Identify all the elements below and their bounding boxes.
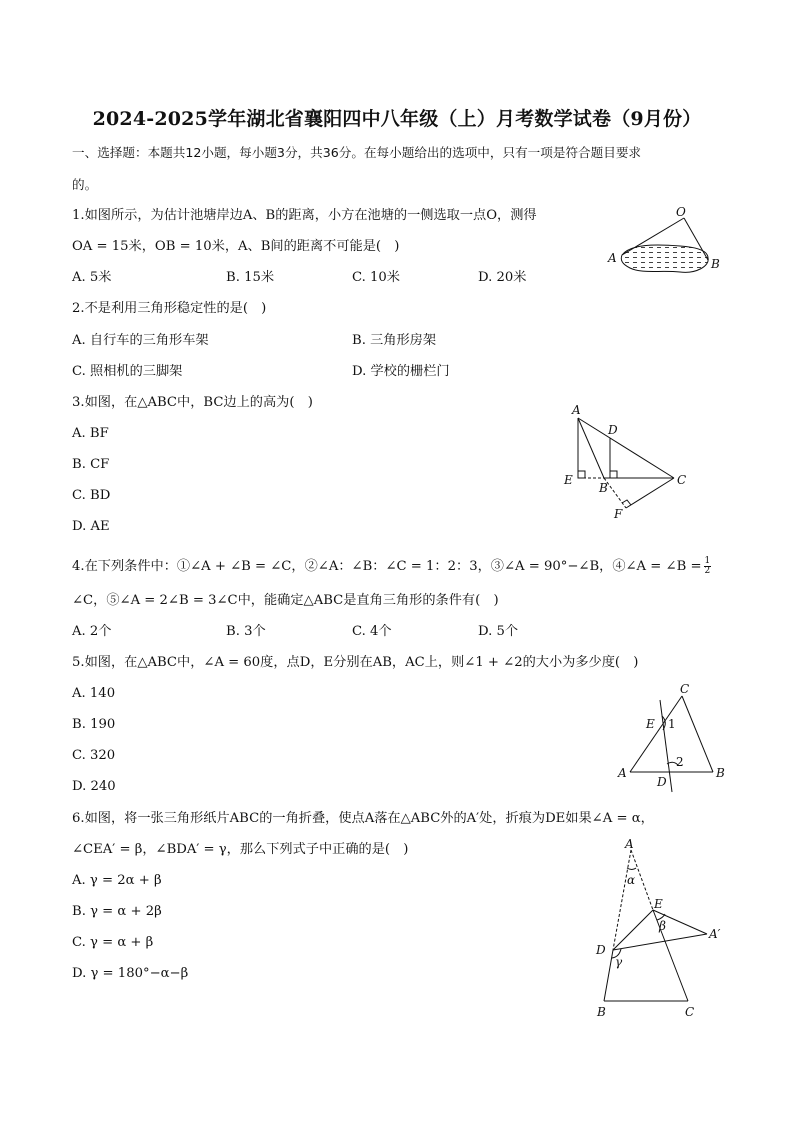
label-f: F [614,507,623,521]
label-a: A [572,403,581,417]
label-alpha: α [627,873,636,887]
label-a: A [608,251,617,265]
q4-stem-line2: ∠C，⑤∠A = 2∠B = 3∠C中，能确定△ABC是直角三角形的条件有( ) [72,593,499,608]
section-heading-line2: 的。 [72,177,98,192]
q4-stem-line1 [72,557,713,576]
q4-fraction-num: 1 [704,556,711,566]
q5-option-a[interactable]: A. 140 [72,686,116,701]
label-o: O [676,205,686,219]
q1-option-d[interactable]: D. 20米 [478,270,527,285]
q5-option-d[interactable]: D. 240 [72,779,116,794]
q6-option-a[interactable]: A. γ = 2α + β [72,873,162,888]
label-a: A [618,766,627,780]
label-b: B [716,766,725,780]
q3-option-a[interactable]: A. BF [72,426,109,441]
q1-stem-line1: 1.如图所示，为估计池塘岸边A、B的距离，小方在池塘的一侧选取一点O，测得 [72,208,537,223]
label-b: B [711,257,720,271]
label-b: B [599,481,608,495]
q3-stem: 3.如图，在△ABC中，BC边上的高为( ) [72,395,313,410]
exam-title: 2024-2025学年湖北省襄阳四中八年级（上）月考数学试卷（9月份） [92,108,702,130]
label-c: C [677,473,687,487]
q2-option-a[interactable]: A. 自行车的三角形车架 [72,333,209,348]
label-gamma: γ [615,955,623,969]
label-a-prime: A′ [709,927,721,941]
label-e: E [646,717,655,731]
q5-option-b[interactable]: B. 190 [72,717,116,732]
label-e: E [564,473,573,487]
q5-stem: 5.如图，在△ABC中，∠A = 60度，点D，E分别在AB，AC上，则∠1 + ∠2的大小为多少度( ) [72,655,639,670]
label-e: E [654,897,663,911]
q1-option-a[interactable]: A. 5米 [72,270,112,285]
right-angle-d [610,471,617,478]
label-a: A [625,837,634,851]
segment-ab [578,418,604,478]
q1-option-c[interactable]: C. 10米 [352,270,400,285]
label-c: C [680,682,690,696]
right-angle-e [578,471,585,478]
q2-option-c[interactable]: C. 照相机的三脚架 [72,364,183,379]
q2-option-b[interactable]: B. 三角形房架 [352,333,437,348]
q6-stem-line1: 6.如图，将一张三角形纸片ABC的一角折叠，使点A落在△ABC外的A′处，折痕为DE如果∠A = α， [72,811,654,826]
segment-db [604,950,613,1001]
q3-option-b[interactable]: B. CF [72,457,110,472]
q6-option-d[interactable]: D. γ = 180°−α−β [72,966,189,981]
label-beta: β [659,919,666,933]
q4-fraction [704,557,712,576]
q4-option-a[interactable]: A. 2个 [72,624,112,639]
q2-option-d[interactable]: D. 学校的栅栏门 [352,364,450,379]
q6-option-b[interactable]: B. γ = α + 2β [72,904,162,919]
segment-ac [578,418,674,478]
q4-option-d[interactable]: D. 5个 [478,624,519,639]
section-heading-line1: 一、选择题：本题共12小题，每小题3分，共36分。在每小题给出的选项中，只有一项是符合题目要求 [72,145,642,160]
q4-option-b[interactable]: B. 3个 [226,624,266,639]
q4-fraction-den: 2 [704,566,711,576]
segment-ac [630,696,682,772]
label-b: B [597,1005,606,1019]
segment-fc [626,478,674,508]
q4-option-c[interactable]: C. 4个 [352,624,392,639]
q3-option-c[interactable]: C. BD [72,488,111,503]
label-1: 1 [668,717,676,731]
label-c: C [685,1005,695,1019]
q3-option-d[interactable]: D. AE [72,519,110,534]
q5-option-c[interactable]: C. 320 [72,748,116,763]
q6-fold-figure [585,838,735,1023]
q1-pond-figure [600,200,730,280]
pond-shape [621,245,708,272]
q6-option-c[interactable]: C. γ = α + β [72,935,154,950]
q3-triangle-figure [560,400,700,525]
q4-stem-text: 4.在下列条件中：①∠A + ∠B = ∠C，②∠A：∠B：∠C = 1：2：3，③∠A = 90°−∠B，④∠A = ∠B = [72,559,702,574]
q2-stem: 2.不是利用三角形稳定性的是( ) [72,301,267,316]
angle-alpha-arc [627,868,636,870]
label-d: D [596,943,606,957]
q6-stem-line2: ∠CEA′ = β，∠BDA′ = γ，那么下列式子中正确的是( ) [72,842,409,857]
q5-triangle-figure [610,680,735,800]
segment-cb [682,696,713,772]
q1-stem-line2: OA = 15米，OB = 10米，A、B间的距离不可能是( ) [72,239,400,254]
label-d: D [608,423,618,437]
q1-option-b[interactable]: B. 15米 [226,270,275,285]
label-2: 2 [676,755,684,769]
label-d: D [657,775,667,789]
